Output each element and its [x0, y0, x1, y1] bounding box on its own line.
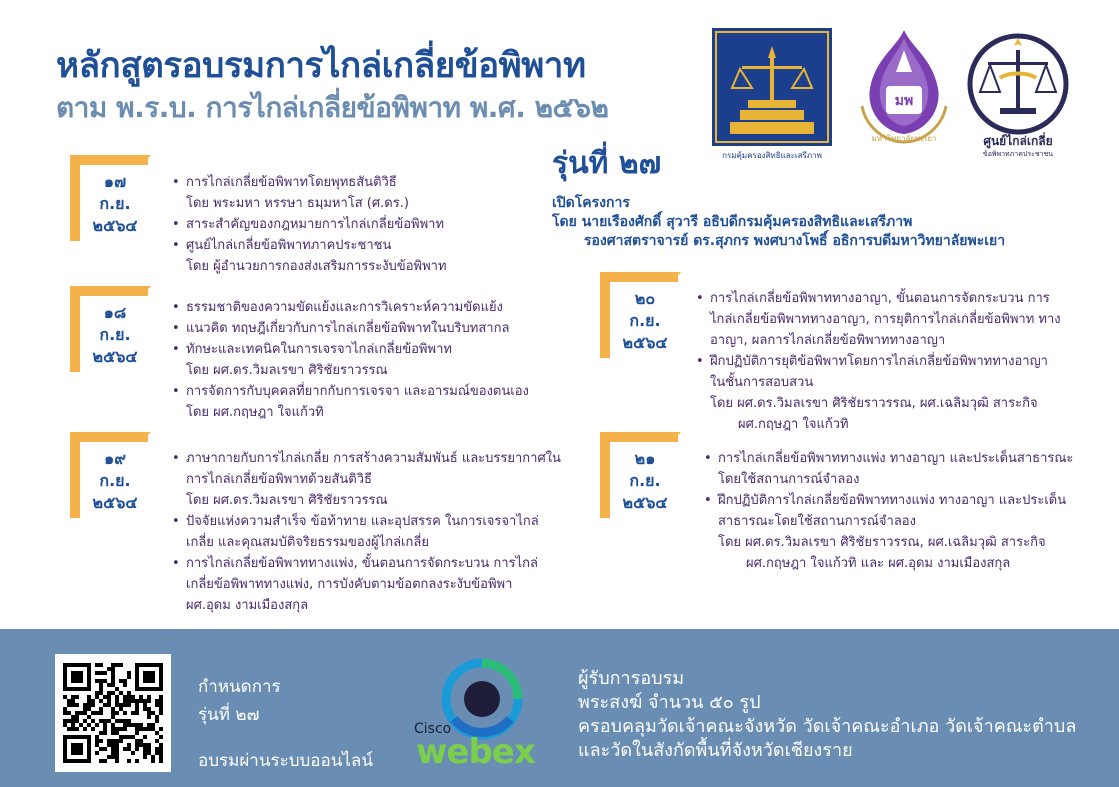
session-line: โดย ผศ.ดร.วิมลเรขา ศิริชัยราวรรณ — [186, 363, 388, 378]
main-title: หลักสูตรอบรมการไกล่เกลี่ยข้อพิพาท — [56, 46, 586, 86]
session-topic: • การไกล่เกลี่ยข้อพิพาททางอาญา, ขั้นตอนการจัดกระบวน การ — [696, 288, 1106, 309]
date-month: ก.ย. — [99, 471, 131, 490]
session-topic: • ฝึกปฏิบัติการไกล่เกลี่ยข้อพิพาททางแพ่ง ทางอาญา และประเด็น — [704, 490, 1109, 511]
opening-line-2: รองศาสตราจารย์ ดร.สุภกร พงศบางโพธิ์ อธิการบดีมหาวิทยาลัยพะเยา — [584, 233, 1006, 249]
trainees-line-2: ครอบคลุมวัดเจ้าคณะจังหวัด วัดเจ้าคณะอำเภอ วัดเจ้าคณะตำบล — [578, 716, 1077, 737]
opening-heading: เปิดโครงการ — [552, 195, 630, 211]
date-day: ๑๙ — [104, 449, 126, 468]
webex-brand-top: Cisco — [414, 721, 452, 737]
session-topic: • การจัดการกับบุคคลที่ยากกับการเจรจา และอารมณ์ของตนเอง — [172, 381, 572, 402]
date-year: ๒๕๖๔ — [92, 493, 138, 512]
session-line: โดย ผู้อำนวยการกองส่งเสริมการระงับข้อพิพาท — [186, 259, 447, 274]
date-month: ก.ย. — [99, 325, 131, 344]
schedule-line-1: กำหนดการ — [198, 677, 281, 697]
session-line: เกลี่ย และคุณสมบัติจริยธรรมของผู้ไกล่เกลี่ย — [186, 535, 429, 550]
session-speaker-continued: ผศ.กฤษฎา ใจแก้วทิ และ ผศ.อุดม งามเมืองสกุล — [746, 556, 1011, 571]
session-line: ในชั้นการสอบสวน — [710, 375, 814, 390]
session-topic-list — [172, 448, 582, 616]
opening-line-1: โดย นายเรืองศักดิ์ สุวารี อธิบดีกรมคุ้มครองสิทธิและเสรีภาพ — [552, 214, 913, 230]
session-topic: • ปัจจัยแห่งความสำเร็จ ข้อท้าทาย และอุปสรรค ในการเจรจาไกล่ — [172, 511, 582, 532]
date-month: ก.ย. — [629, 311, 661, 330]
session-line: โดย ผศ.ดร.วิมลเรขา ศิริชัยราวรรณ — [186, 493, 388, 508]
date-badge-18 — [70, 286, 152, 378]
session-topic: • แนวคิด ทฤษฎีเกี่ยวกับการไกล่เกลี่ยข้อพิพาทในบริบทสากล — [172, 318, 572, 339]
session-topic-list — [696, 288, 1106, 435]
phayao-university-logo — [856, 28, 952, 144]
date-month: ก.ย. — [99, 194, 131, 213]
date-day: ๑๘ — [103, 303, 127, 322]
session-topic: • ศูนย์ไกล่เกลี่ยข้อพิพาทภาคประชาชน — [172, 235, 572, 256]
logo2-text: มหาวิทยาลัยพะเยา — [871, 134, 937, 143]
session-line: อาญา, ผลการไกล่เกลี่ยข้อพิพาททางอาญา — [710, 333, 946, 348]
session-topic: • การไกล่เกลี่ยข้อพิพาททางแพ่ง, ขั้นตอนการจัดกระบวน การไกล่ — [172, 553, 582, 574]
date-year: ๒๕๖๔ — [92, 347, 138, 366]
date-day: ๒๑ — [634, 449, 656, 468]
date-day: ๒๐ — [634, 289, 656, 308]
session-line: สาธารณะโดยใช้สถานการณ์จำลอง — [718, 514, 916, 529]
trainees-line-3: และวัดในสังกัดพื้นที่จังหวัดเชียงราย — [578, 740, 853, 761]
logo2-initials: มพ — [894, 93, 914, 109]
subtitle: ตาม พ.ร.บ. การไกล่เกลี่ยข้อพิพาท พ.ศ. ๒๕๖๒ — [56, 91, 609, 124]
session-19 — [172, 448, 582, 616]
date-day: ๑๗ — [103, 172, 127, 191]
generation-label: รุ่นที่ ๒๗ — [552, 146, 662, 181]
session-topic: • ทักษะและเทคนิคในการเจรจาไกล่เกลี่ยข้อพิพาท — [172, 339, 572, 360]
session-line: โดย พระมหา หรรษา ธมฺมหาโส (ศ.ดร.) — [186, 196, 409, 211]
date-year: ๒๕๖๔ — [622, 333, 668, 352]
session-speaker-continued: ผศ.กฤษฎา ใจแก้วทิ — [738, 417, 849, 432]
session-topic: • ธรรมชาติของความขัดแย้งและการวิเคราะห์ความขัดแย้ง — [172, 297, 572, 318]
logo1-caption: กรมคุ้มครองสิทธิและเสรีภาพ — [722, 151, 822, 160]
rights-liberties-department-logo — [712, 28, 832, 164]
session-line: ไกล่เกลี่ยข้อพิพาททางอาญา, การยุติการไกล่เกลี่ยข้อพิพาท ทาง — [710, 312, 1061, 327]
trainees-block — [578, 667, 1076, 763]
trainees-heading: ผู้รับการอบรม — [578, 668, 685, 689]
date-badge-19 — [70, 432, 152, 524]
session-line: เกลี่ยข้อพิพาททางแพ่ง, การบังคับตามข้อตกลงระงับข้อพิพา — [186, 577, 513, 592]
logo3-title: ศูนย์ไกล่เกลี่ย — [983, 134, 1053, 148]
session-line: ผศ.อุดม งามเมืองสกุล — [186, 598, 309, 613]
webex-logo — [412, 655, 536, 775]
date-badge-21 — [600, 432, 682, 524]
session-topic-list — [172, 297, 572, 423]
webex-brand: webex — [416, 732, 535, 772]
session-topic-list — [172, 172, 572, 277]
session-topic: • ภาษากายกับการไกล่เกลี่ย การสร้างความสัมพันธ์ และบรรยากาศใน — [172, 448, 582, 469]
session-line: โดย ผศ.กฤษฎา ใจแก้วทิ — [186, 405, 324, 420]
session-topic: • การไกล่เกลี่ยข้อพิพาทโดยพุทธสันติวิธี — [172, 172, 572, 193]
trainees-line-1: พระสงฆ์ จำนวน ๕๐ รูป — [578, 692, 761, 713]
registration-qr-code[interactable] — [55, 654, 171, 772]
date-badge-20 — [600, 272, 682, 364]
session-20 — [696, 288, 1106, 435]
session-topic: • ฝึกปฏิบัติการยุติข้อพิพาทโดยการไกล่เกลี่ยข้อพิพาททางอาญา — [696, 351, 1106, 372]
session-line: โดยใช้สถานการณ์จำลอง — [718, 472, 860, 487]
date-badge-17 — [70, 155, 152, 247]
session-line: โดย ผศ.ดร.วิมลเรขา ศิริชัยราวรรณ, ผศ.เฉลิมวุฒิ สาระกิจ — [710, 396, 1038, 411]
session-topic-list — [704, 448, 1109, 574]
date-year: ๒๕๖๔ — [92, 216, 138, 235]
session-17 — [172, 172, 572, 277]
mediation-center-logo — [966, 32, 1070, 162]
online-training-label: อบรมผ่านระบบออนไลน์ — [198, 751, 373, 771]
date-year: ๒๕๖๔ — [622, 493, 668, 512]
logo3-sub: ข้อพิพาทภาคประชาชน — [982, 150, 1054, 158]
session-line: โดย ผศ.ดร.วิมลเรขา ศิริชัยราวรรณ, ผศ.เฉลิมวุฒิ สาระกิจ — [718, 535, 1046, 550]
session-21 — [704, 448, 1109, 574]
opening-block — [552, 194, 1005, 251]
session-topic: • สาระสำคัญของกฎหมายการไกล่เกลี่ยข้อพิพาท — [172, 214, 572, 235]
schedule-line-2: รุ่นที่ ๒๗ — [198, 705, 260, 725]
session-line: การไกล่เกลี่ยข้อพิพาทด้วยสันติวิธี — [186, 472, 372, 487]
date-month: ก.ย. — [629, 471, 661, 490]
session-topic: • การไกล่เกลี่ยข้อพิพาททางแพ่ง ทางอาญา และประเด็นสาธารณะ — [704, 448, 1109, 469]
session-18 — [172, 297, 572, 423]
